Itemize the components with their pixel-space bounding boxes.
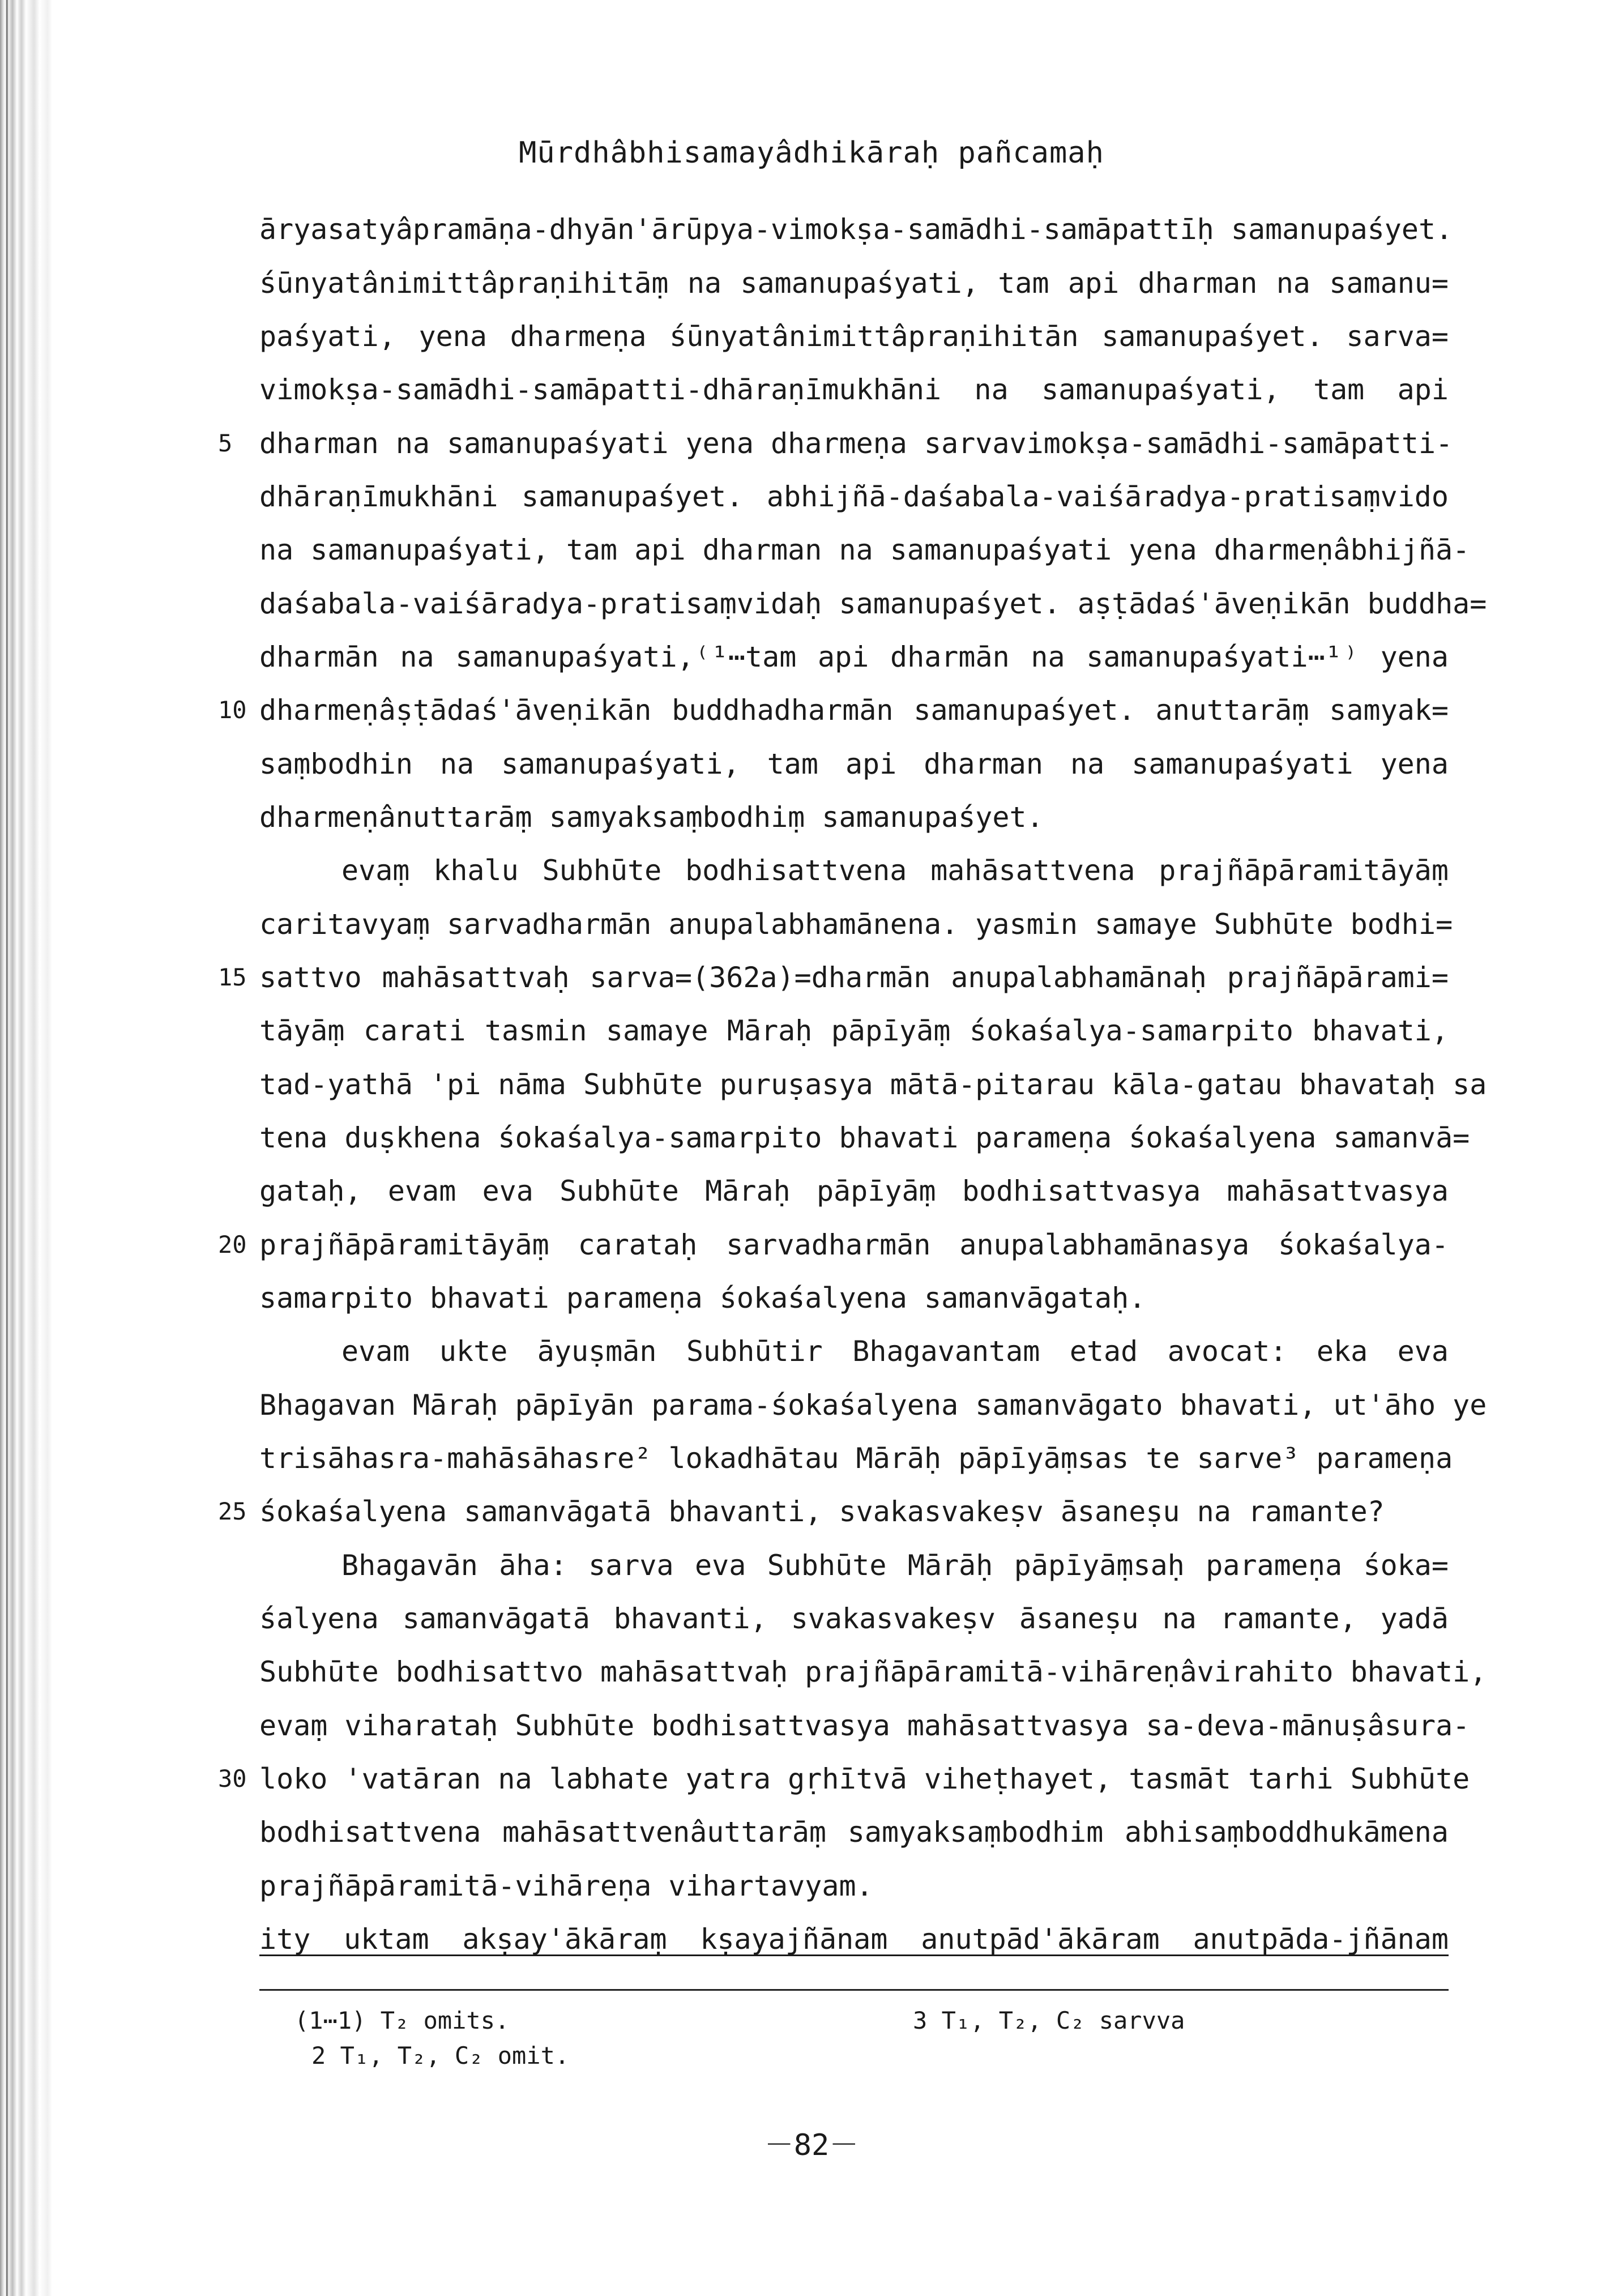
- text-line: tad-yathā 'pi nāma Subhūte puruṣasya mātā-pitarau kāla-gatau bhavataḥ sa: [259, 1068, 1487, 1101]
- underlined-summary-line: ity uktam akṣay'ākāraṃ kṣayajñānam anutpād'ākāram anutpāda-jñānam: [259, 1923, 1449, 1956]
- text-line: dharmeṇânuttarāṃ samyaksaṃbodhiṃ samanupaśyet.: [259, 801, 1044, 834]
- line-number: 30: [218, 1765, 247, 1793]
- text-line: āryasatyâpramāṇa-dhyān'ārūpya-vimokṣa-samādhi-samāpattīḥ samanupaśyet.: [259, 213, 1453, 246]
- text-line: na samanupaśyati, tam api dharman na samanupaśyati yena dharmeṇâbhijñā-: [259, 534, 1470, 566]
- line-number: 10: [218, 696, 247, 724]
- text-line: prajñāpāramitā-vihāreṇa vihartavyam.: [259, 1870, 873, 1902]
- line-number: 5: [218, 429, 233, 457]
- scan-edge-shadow: [0, 0, 52, 2296]
- running-header: Mūrdhâbhisamayâdhikāraḥ pañcamaḥ: [519, 136, 1104, 170]
- text-line: evaṃ khalu Subhūte bodhisattvena mahāsattvena prajñāpāramitāyāṃ: [341, 854, 1449, 887]
- text-line: daśabala-vaiśāradya-pratisaṃvidaḥ samanupaśyet. aṣṭādaś'āveṇikān buddha=: [259, 587, 1487, 620]
- text-line: śokaśalyena samanvāgatā bhavanti, svakasvakeṣv āsaneṣu na ramante?: [259, 1495, 1385, 1528]
- text-line: Subhūte bodhisattvo mahāsattvaḥ prajñāpāramitā-vihāreṇâvirahito bhavati,: [259, 1655, 1487, 1688]
- text-line: dhāraṇīmukhāni samanupaśyet. abhijñā-daśabala-vaiśāradya-pratisaṃvido: [259, 480, 1449, 513]
- page-number: －82－: [764, 2128, 859, 2162]
- text-line: tena duṣkhena śokaśalya-samarpito bhavati parameṇa śokaśalyena samanvā=: [259, 1121, 1470, 1154]
- footnote-3: 3 T₁, T₂, C₂ sarvva: [913, 2007, 1185, 2034]
- text-line: paśyati, yena dharmeṇa śūnyatânimittâpraṇihitān samanupaśyet. sarva=: [259, 320, 1449, 353]
- line-number: 20: [218, 1231, 247, 1258]
- text-line: śalyena samanvāgatā bhavanti, svakasvakeṣv āsaneṣu na ramante, yadā: [259, 1602, 1449, 1635]
- text-line: samarpito bhavati parameṇa śokaśalyena samanvāgataḥ.: [259, 1282, 1146, 1315]
- text-line: tāyāṃ carati tasmin samaye Māraḥ pāpīyāṃ śokaśalya-samarpito bhavati,: [259, 1014, 1449, 1047]
- text-line: vimokṣa-samādhi-samāpatti-dhāraṇīmukhāni na samanupaśyati, tam api: [259, 373, 1449, 406]
- text-line: loko 'vatāran na labhate yatra gṛhītvā viheṭhayet, tasmāt tarhi Subhūte: [259, 1762, 1470, 1795]
- text-line: bodhisattvena mahāsattvenâuttarāṃ samyaksaṃbodhim abhisaṃboddhukāmena: [259, 1816, 1449, 1849]
- text-line: evam ukte āyuṣmān Subhūtir Bhagavantam etad avocat: eka eva: [341, 1335, 1449, 1368]
- text-line: saṃbodhin na samanupaśyati, tam api dharman na samanupaśyati yena: [259, 748, 1449, 780]
- footnote-1: (1⋯1) T₂ omits.: [294, 2007, 510, 2034]
- line-number: 25: [218, 1497, 247, 1525]
- footnote-rule: [259, 1989, 1449, 1991]
- text-line: evaṃ viharataḥ Subhūte bodhisattvasya mahāsattvasya sa-deva-mānuṣâsura-: [259, 1709, 1470, 1742]
- text-line: dharmān na samanupaśyati,⁽¹⋯tam api dharmān na samanupaśyati⋯¹⁾ yena: [259, 641, 1449, 673]
- text-line: dharman na samanupaśyati yena dharmeṇa sarvavimokṣa-samādhi-samāpatti-: [259, 427, 1453, 460]
- text-line: sattvo mahāsattvaḥ sarva=(362a)=dharmān anupalabhamānaḥ prajñāpārami=: [259, 961, 1449, 994]
- text-line: dharmeṇâṣṭādaś'āveṇikān buddhadharmān samanupaśyet. anuttarāṃ samyak=: [259, 694, 1449, 727]
- text-line: trisāhasra-mahāsāhasre² lokadhātau Mārāḥ pāpīyāṃsas te sarve³ parameṇa: [259, 1442, 1453, 1475]
- text-line: gataḥ, evam eva Subhūte Māraḥ pāpīyāṃ bodhisattvasya mahāsattvasya: [259, 1175, 1449, 1207]
- text-line: prajñāpāramitāyāṃ carataḥ sarvadharmān anupalabhamānasya śokaśalya-: [259, 1228, 1449, 1261]
- text-line: śūnyatânimittâpraṇihitāṃ na samanupaśyati, tam api dharman na samanu=: [259, 267, 1449, 300]
- footnote-2: 2 T₁, T₂, C₂ omit.: [311, 2042, 570, 2069]
- text-line: caritavyaṃ sarvadharmān anupalabhamānena. yasmin samaye Subhūte bodhi=: [259, 908, 1453, 941]
- text-line: Bhagavān āha: sarva eva Subhūte Mārāḥ pāpīyāṃsaḥ parameṇa śoka=: [341, 1549, 1449, 1582]
- line-number: 15: [218, 963, 247, 991]
- text-line: Bhagavan Māraḥ pāpīyān parama-śokaśalyena samanvāgato bhavati, ut'āho ye: [259, 1389, 1487, 1422]
